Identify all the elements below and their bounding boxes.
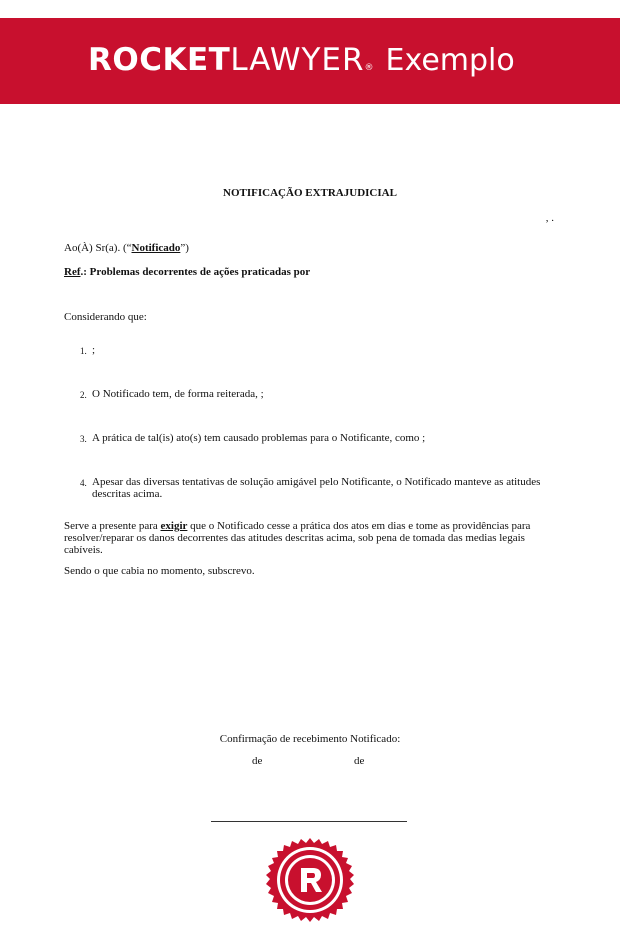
addressee-suffix: ”) — [180, 242, 189, 254]
reference-line — [64, 266, 554, 278]
addressee-name: Notificado — [131, 242, 181, 254]
reference-label: Ref — [64, 266, 81, 278]
signature-line — [211, 821, 407, 822]
document-title: NOTIFICAÇÃO EXTRAJUDICIAL — [223, 187, 397, 199]
example-badge: Exemplo — [385, 43, 515, 78]
header-banner — [0, 18, 620, 104]
rocket-lawyer-seal-icon — [266, 838, 354, 926]
list-item-text: A prática de tal(is) ato(s) tem causado problemas para o Notificante, como ; — [92, 432, 426, 444]
demand-keyword: exigir — [160, 520, 188, 532]
list-item-number: 3. — [80, 434, 87, 444]
date-de-2: de — [354, 755, 365, 767]
brand-rocket: ROCKET — [88, 42, 231, 78]
demand-suffix: que o Notificado cesse a prática dos atos em dias e tome as providências para resolver/reparar os danos decorrentes das atitudes descritas acima, sob pena de tomada das medias legais cabíveis. — [64, 520, 531, 556]
closing-paragraph: Sendo o que cabia no momento, subscrevo. — [64, 565, 255, 577]
considering-heading: Considerando que: — [64, 311, 147, 323]
date-de-1: de — [252, 755, 263, 767]
brand-logo — [88, 40, 515, 88]
list-item-number: 2. — [80, 390, 87, 400]
brand-registered: ® — [364, 63, 374, 73]
receipt-confirmation: Confirmação de recebimento Notificado: — [219, 733, 401, 745]
list-item-text: ; — [92, 344, 96, 356]
demand-prefix: Serve a presente para — [64, 520, 161, 532]
reference-text: .: Problemas decorrentes de ações praticadas por — [80, 266, 311, 278]
addressee-line — [64, 242, 554, 254]
brand-lawyer: LAWYER — [230, 42, 365, 78]
list-item-number: 1. — [80, 346, 87, 356]
addressee-prefix: Ao(À) Sr(a). (“ — [64, 242, 132, 254]
list-item-text: Apesar das diversas tentativas de solução amigável pelo Notificante, o Notificado manteve as atitudes descritas acima. — [92, 476, 541, 500]
list-item-number: 4. — [80, 478, 87, 488]
demand-paragraph — [64, 520, 554, 556]
date-line: , . — [545, 212, 554, 224]
list-item-text: O Notificado tem, de forma reiterada, ; — [92, 388, 264, 400]
